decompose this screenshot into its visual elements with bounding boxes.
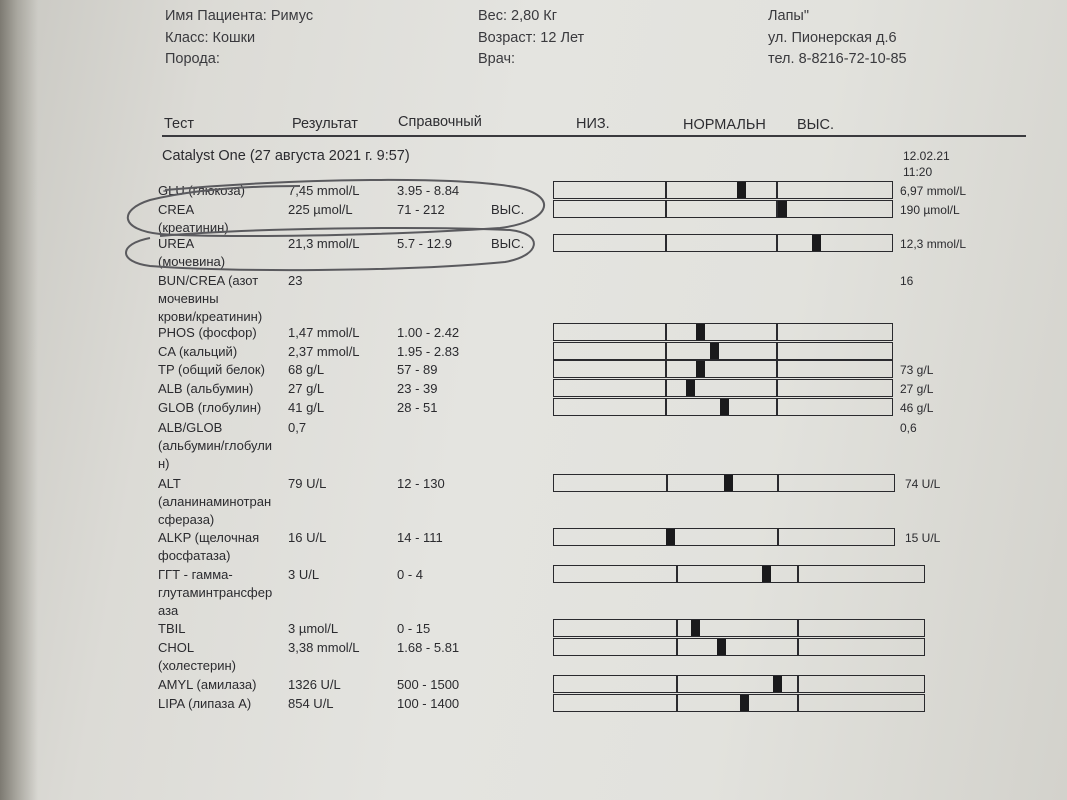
test-result: 1326 U/L bbox=[288, 677, 341, 692]
patient-age: Возраст: 12 Лет bbox=[478, 30, 585, 46]
test-name: BUN/CREA (азот bbox=[158, 273, 259, 288]
patient-weight: Вес: 2,80 Кг bbox=[478, 8, 558, 24]
previous-result: 12,3 mmol/L bbox=[900, 237, 967, 251]
reference-range: 12 - 130 bbox=[397, 476, 445, 491]
test-name: (мочевина) bbox=[158, 254, 226, 269]
reference-range: 14 - 111 bbox=[397, 530, 443, 545]
test-result: 2,37 mmol/L bbox=[288, 344, 360, 359]
test-result: 68 g/L bbox=[288, 362, 325, 377]
high-flag: ВЫС. bbox=[491, 202, 525, 217]
test-name: мочевины bbox=[158, 291, 219, 306]
reference-range: 500 - 1500 bbox=[397, 677, 460, 692]
patient-name: Имя Пациента: Римус bbox=[165, 8, 314, 24]
test-name: GLU (глюкоза) bbox=[158, 183, 245, 198]
test-result: 21,3 mmol/L bbox=[288, 236, 360, 251]
test-name: крови/креатинин) bbox=[158, 309, 263, 324]
patient-class: Класс: Кошки bbox=[165, 30, 256, 46]
test-name: фосфатаза) bbox=[158, 548, 231, 563]
previous-result: 46 g/L bbox=[900, 401, 934, 415]
previous-result: 16 bbox=[900, 274, 914, 288]
test-name: TP (общий белок) bbox=[158, 362, 265, 377]
reference-range: 5.7 - 12.9 bbox=[397, 236, 452, 251]
reference-range: 100 - 1400 bbox=[397, 696, 460, 711]
reference-range: 0 - 15 bbox=[397, 621, 431, 636]
test-name: PHOS (фосфор) bbox=[158, 325, 257, 340]
test-result: 27 g/L bbox=[288, 381, 325, 396]
test-name: TBIL bbox=[158, 621, 186, 636]
test-name: ГГТ - гамма- bbox=[158, 567, 233, 582]
col-high: ВЫС. bbox=[797, 117, 835, 133]
test-name: CREA bbox=[158, 202, 195, 217]
test-name: CHOL bbox=[158, 640, 195, 655]
test-name: UREA bbox=[158, 236, 195, 251]
test-name: LIPA (липаза A) bbox=[158, 696, 252, 711]
test-name: GLOB (глобулин) bbox=[158, 400, 262, 415]
col-test: Тест bbox=[164, 116, 194, 132]
reference-range: 1.00 - 2.42 bbox=[397, 325, 460, 340]
previous-date: 12.02.21 bbox=[903, 149, 950, 163]
previous-result: 15 U/L bbox=[905, 531, 941, 545]
test-result: 3 U/L bbox=[288, 567, 320, 582]
clinic-name: Лапы" bbox=[768, 8, 810, 24]
previous-result: 190 µmol/L bbox=[900, 203, 960, 217]
col-reference: Справочный bbox=[398, 114, 482, 130]
test-result: 79 U/L bbox=[288, 476, 327, 491]
reference-range: 57 - 89 bbox=[397, 362, 438, 377]
previous-result: 6,97 mmol/L bbox=[900, 184, 967, 198]
test-name: аза bbox=[158, 603, 179, 618]
reference-range: 23 - 39 bbox=[397, 381, 438, 396]
col-result: Результат bbox=[292, 116, 358, 132]
test-result: 0,7 bbox=[288, 420, 307, 435]
test-result: 3,38 mmol/L bbox=[288, 640, 360, 655]
session-title: Catalyst One (27 августа 2021 г. 9:57) bbox=[162, 148, 410, 164]
reference-range: 28 - 51 bbox=[397, 400, 438, 415]
reference-range: 71 - 212 bbox=[397, 202, 445, 217]
reference-range: 1.68 - 5.81 bbox=[397, 640, 460, 655]
test-name: (альбумин/глобули bbox=[158, 438, 273, 453]
doctor: Врач: bbox=[478, 51, 516, 67]
previous-result: 0,6 bbox=[900, 421, 917, 435]
reference-range: 0 - 4 bbox=[397, 567, 424, 582]
test-result: 225 µmol/L bbox=[288, 202, 353, 217]
col-low: НИЗ. bbox=[576, 116, 610, 132]
previous-result: 27 g/L bbox=[900, 382, 934, 396]
test-name: AMYL (амилаза) bbox=[158, 677, 257, 692]
test-name: сфераза) bbox=[158, 512, 215, 527]
test-result: 1,47 mmol/L bbox=[288, 325, 360, 340]
test-result: 41 g/L bbox=[288, 400, 325, 415]
high-flag: ВЫС. bbox=[491, 236, 525, 251]
previous-result: 74 U/L bbox=[905, 477, 941, 491]
test-result: 7,45 mmol/L bbox=[288, 183, 360, 198]
reference-range: 3.95 - 8.84 bbox=[397, 183, 460, 198]
test-name: ALT bbox=[158, 476, 181, 491]
test-name: ALB (альбумин) bbox=[158, 381, 254, 396]
clinic-address: ул. Пионерская д.6 bbox=[768, 30, 897, 46]
clinic-phone: тел. 8-8216-72-10-85 bbox=[768, 51, 907, 67]
test-result: 16 U/L bbox=[288, 530, 327, 545]
patient-breed: Порода: bbox=[165, 51, 220, 67]
test-result: 3 µmol/L bbox=[288, 621, 339, 636]
test-result: 854 U/L bbox=[288, 696, 334, 711]
test-result: 23 bbox=[288, 273, 303, 288]
previous-result: 73 g/L bbox=[900, 363, 934, 377]
test-name: (креатинин) bbox=[158, 220, 229, 235]
test-name: (аланинаминотран bbox=[158, 494, 272, 509]
test-name: CA (кальций) bbox=[158, 344, 238, 359]
test-name: глутаминтрансфер bbox=[158, 585, 273, 600]
test-name: (холестерин) bbox=[158, 658, 236, 673]
reference-range: 1.95 - 2.83 bbox=[397, 344, 460, 359]
previous-time: 11:20 bbox=[903, 165, 933, 179]
test-name: н) bbox=[158, 456, 170, 471]
test-name: ALKP (щелочная bbox=[158, 530, 260, 545]
col-normal: НОРМАЛЬН bbox=[683, 117, 766, 133]
test-name: ALB/GLOB bbox=[158, 420, 223, 435]
